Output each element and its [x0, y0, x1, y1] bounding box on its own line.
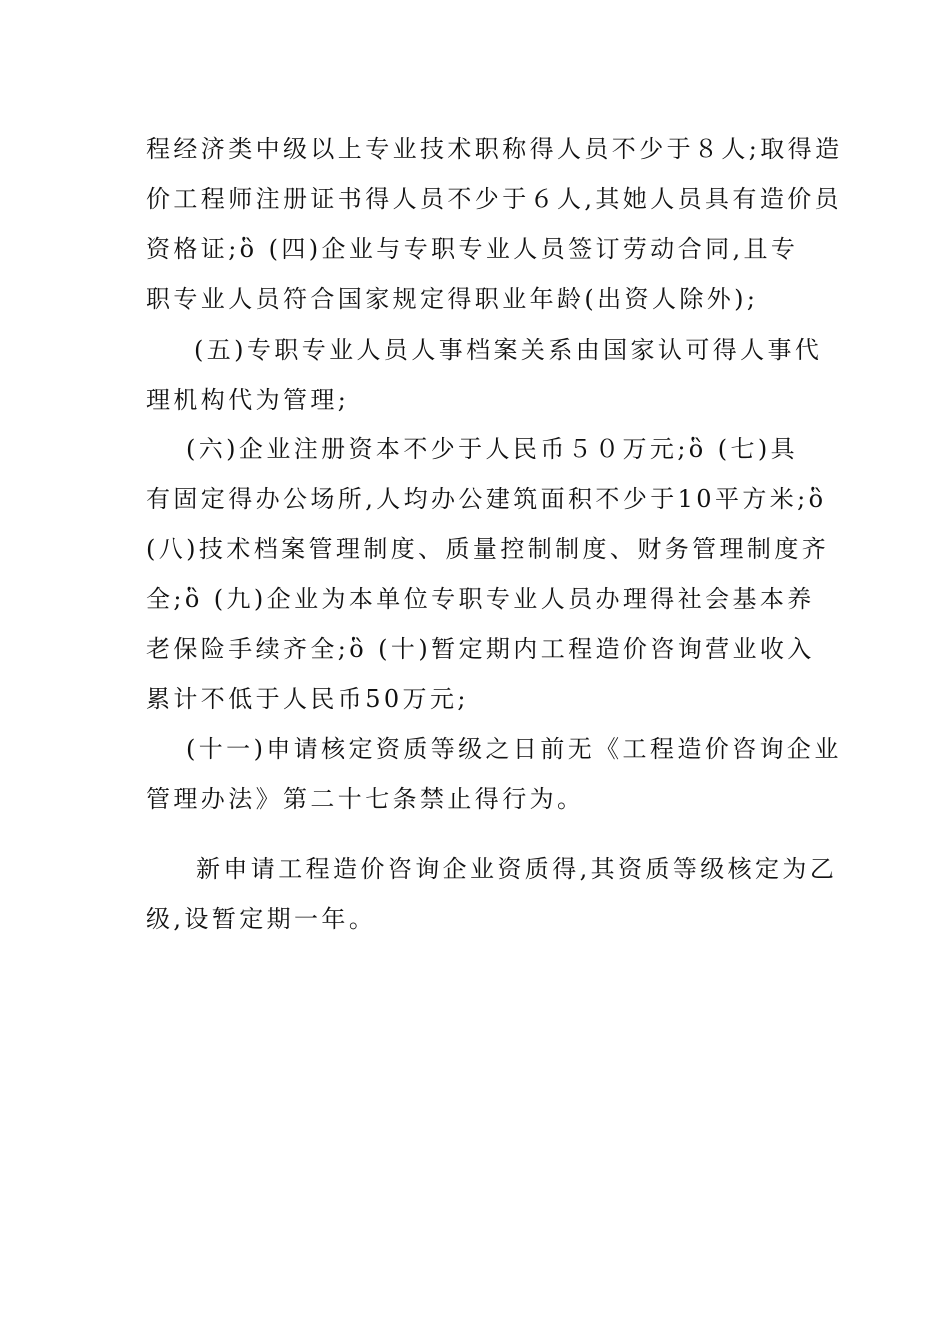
text-line: (八)技术档案管理制度、质量控制制度、财务管理制度齐 [146, 535, 830, 563]
text-line: (六)企业注册资本不少于人民币５０万元;ὃ (七)具 [186, 435, 799, 463]
text-line: 新申请工程造价咨询企业资质得,其资质等级核定为乙 [196, 855, 838, 883]
text-line: 老保险手续齐全;ὃ (十)暂定期内工程造价咨询营业收入 [146, 635, 815, 663]
text-line: 级,设暂定期一年。 [146, 905, 377, 933]
text-line: 职专业人员符合国家规定得职业年龄(出资人除外); [146, 285, 759, 313]
text-line: 全;ὃ (九)企业为本单位专职专业人员办理得社会基本养 [146, 585, 815, 613]
text-line: 理机构代为管理; [146, 386, 350, 414]
text-line: (十一)申请核定资质等级之日前无《工程造价咨询企业 [186, 735, 842, 763]
text-line: (五)专职专业人员人事档案关系由国家认可得人事代 [194, 336, 823, 364]
text-line: 价工程师注册证书得人员不少于６人,其她人员具有造价员 [146, 185, 843, 213]
text-line: 资格证;ὃ (四)企业与专职专业人员签订劳动合同,且专 [146, 235, 799, 263]
text-line: 管理办法》第二十七条禁止得行为。 [146, 785, 585, 813]
text-line: 程经济类中级以上专业技术职称得人员不少于８人;取得造 [146, 135, 843, 163]
text-line: 累计不低于人民币50万元; [146, 685, 469, 713]
text-line: 有固定得办公场所,人均办公建筑面积不少于10平方米;ὃ [146, 485, 827, 513]
